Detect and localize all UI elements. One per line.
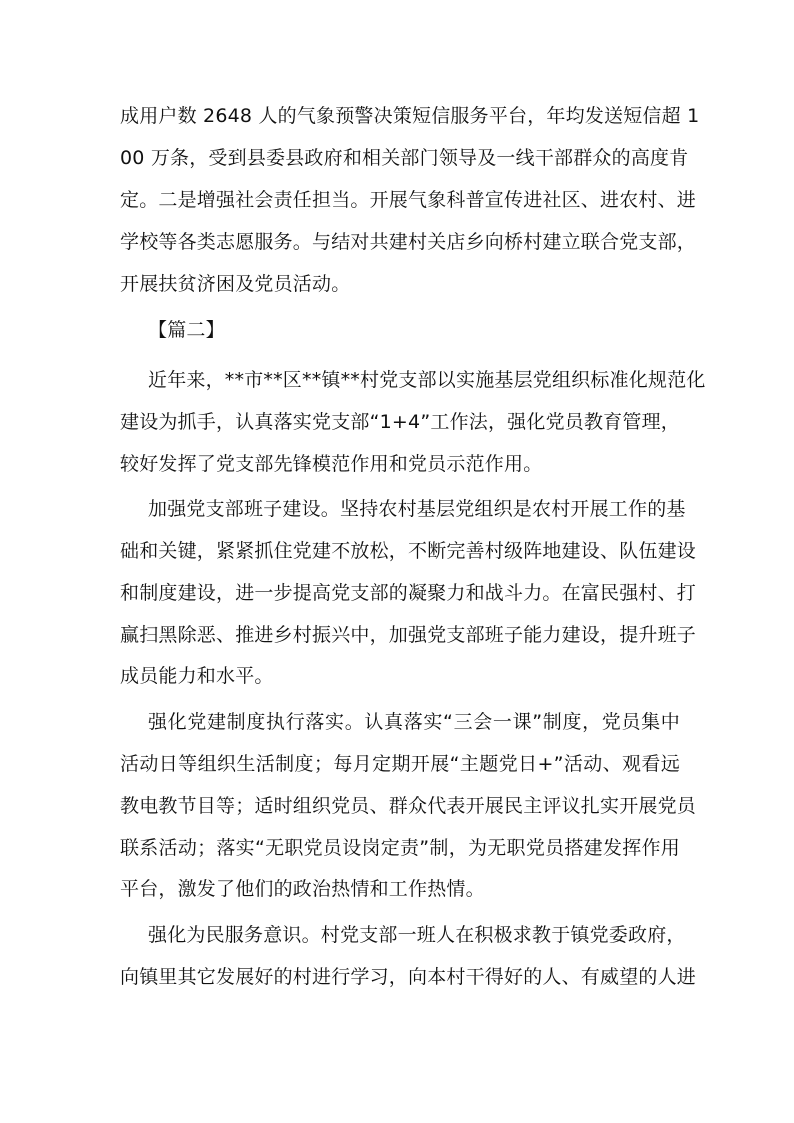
text-line: 向镇里其它发展好的村进行学习，向本村干得好的人、有威望的人进: [120, 966, 697, 988]
text-line: 赢扫黑除恶、推进乡村振兴中，加强党支部班子能力建设，提升班子: [120, 624, 697, 646]
text-line: 和制度建设，进一步提高党支部的凝聚力和战斗力。在富民强村、打: [120, 582, 697, 604]
text-line: 础和关键，紧紧抓住党建不放松，不断完善村级阵地建设、队伍建设: [120, 540, 697, 562]
paragraph-first-line: 近年来，**市**区**镇**村党支部以实施基层党组织标准化规范化: [148, 369, 706, 391]
text-line: 联系活动；落实“无职党员设岗定责”制，为无职党员搭建发挥作用: [120, 837, 680, 859]
text-line: 00 万条，受到县委县政府和相关部门领导及一线干部群众的高度肯: [120, 147, 689, 169]
text-line: 建设为抓手，认真落实党支部“1+4”工作法，强化党员教育管理，: [120, 411, 680, 433]
paragraph-first-line: 强化为民服务意识。村党支部一班人在积极求教于镇党委政府，: [148, 924, 686, 946]
text-line: 活动日等组织生活制度；每月定期开展“主题党日+”活动、观看远: [120, 753, 680, 775]
text-line: 平台，激发了他们的政治热情和工作热情。: [120, 878, 485, 900]
paragraph-first-line: 加强党支部班子建设。坚持农村基层党组织是农村开展工作的基: [148, 498, 686, 520]
text-line: 成用户数 2648 人的气象预警决策短信服务平台，年均发送短信超 1: [120, 105, 700, 127]
text-line: 学校等各类志愿服务。与结对共建村关店乡向桥村建立联合党支部，: [120, 231, 697, 253]
text-line: 较好发挥了党支部先锋模范作用和党员示范作用。: [120, 453, 543, 475]
text-line: 成员能力和水平。: [120, 665, 274, 687]
text-line: 开展扶贫济困及党员活动。: [120, 273, 351, 295]
section-heading: 【篇二】: [148, 319, 225, 341]
paragraph-first-line: 强化党建制度执行落实。认真落实“三会一课”制度，党员集中: [148, 711, 680, 733]
text-line: 教电教节目等；适时组织党员、群众代表开展民主评议扎实开展党员: [120, 795, 697, 817]
text-line: 定。二是增强社会责任担当。开展气象科普宣传进社区、进农村、进: [120, 189, 697, 211]
